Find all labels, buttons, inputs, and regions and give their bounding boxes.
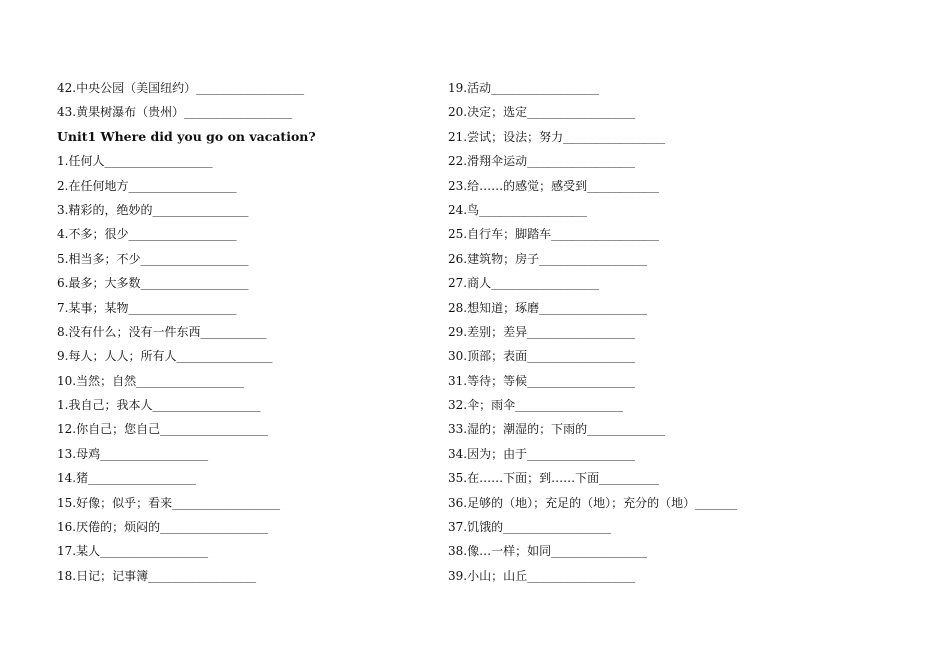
vocab-item: 36.足够的（地）；充足的（地）；充分的（地）_______: [448, 495, 738, 510]
vocab-item: 33.湿的；潮湿的；下雨的_____________: [448, 422, 666, 437]
right-column: [448, 76, 888, 588]
vocab-item: 34.因为；由于__________________: [448, 446, 636, 461]
vocab-item: 35.在……下面；到……下面__________: [448, 471, 660, 486]
vocab-item: 6.最多；大多数__________________: [57, 276, 249, 291]
vocab-item: 15.好像；似乎；看来__________________: [57, 495, 281, 510]
vocab-item: 12.你自己；您自己__________________: [57, 422, 269, 437]
vocab-item: 1.我自己；我本人__________________: [57, 398, 261, 413]
vocab-item: 17.某人__________________: [57, 544, 209, 559]
vocab-item: 29.差别；差异__________________: [448, 324, 636, 339]
vocab-item: 2.在任何地方__________________: [57, 178, 237, 193]
vocab-item: 31.等待；等候__________________: [448, 373, 636, 388]
vocab-item: 42.中央公园（美国纽约）__________________: [57, 81, 305, 95]
vocab-item: 21.尝试；设法；努力_________________: [448, 129, 666, 144]
vocab-item: 7.某事；某物__________________: [57, 300, 237, 315]
vocab-item: 10.当然；自然__________________: [57, 373, 245, 388]
vocab-item: 24.鸟__________________: [448, 202, 588, 217]
vocab-item: 5.相当多；不少__________________: [57, 251, 249, 266]
vocab-item: 43.黄果树瀑布（贵州）__________________: [57, 105, 293, 120]
vocab-item: 14.猪__________________: [57, 471, 197, 486]
left-column: [57, 76, 437, 588]
vocab-item: 25.自行车；脚踏车__________________: [448, 227, 660, 242]
vocab-item: 32.伞；雨伞__________________: [448, 398, 624, 413]
vocab-item: 9.每人；人人；所有人________________: [57, 349, 273, 364]
vocab-item: 37.饥饿的__________________: [448, 520, 612, 535]
vocab-item: 4.不多；很少__________________: [57, 227, 237, 242]
vocab-item: 18.日记；记事簿__________________: [57, 568, 257, 583]
vocab-item: 3.精彩的，绝妙的________________: [57, 202, 249, 217]
vocab-item: 22.滑翔伞运动__________________: [448, 154, 636, 169]
vocab-item: 23.给……的感觉；感受到____________: [448, 178, 660, 193]
vocab-item: 27.商人__________________: [448, 276, 600, 291]
vocab-item: 1.任何人__________________: [57, 154, 213, 169]
vocab-item: 38.像…一样；如同________________: [448, 544, 648, 559]
vocab-item: 8.没有什么；没有一件东西___________: [57, 324, 267, 339]
vocab-item: 39.小山；山丘__________________: [448, 568, 636, 583]
vocab-item: 13.母鸡__________________: [57, 446, 209, 461]
vocab-item: 28.想知道；琢磨__________________: [448, 300, 648, 315]
vocab-item: 20.决定；选定__________________: [448, 105, 636, 120]
vocab-item: 26.建筑物；房子__________________: [448, 251, 648, 266]
vocab-item: 19.活动__________________: [448, 81, 600, 95]
unit-heading: Unit1 Where did you go on vacation?: [57, 128, 316, 144]
vocab-item: 16.厌倦的；烦闷的__________________: [57, 520, 269, 535]
vocab-item: 30.顶部；表面__________________: [448, 349, 636, 364]
